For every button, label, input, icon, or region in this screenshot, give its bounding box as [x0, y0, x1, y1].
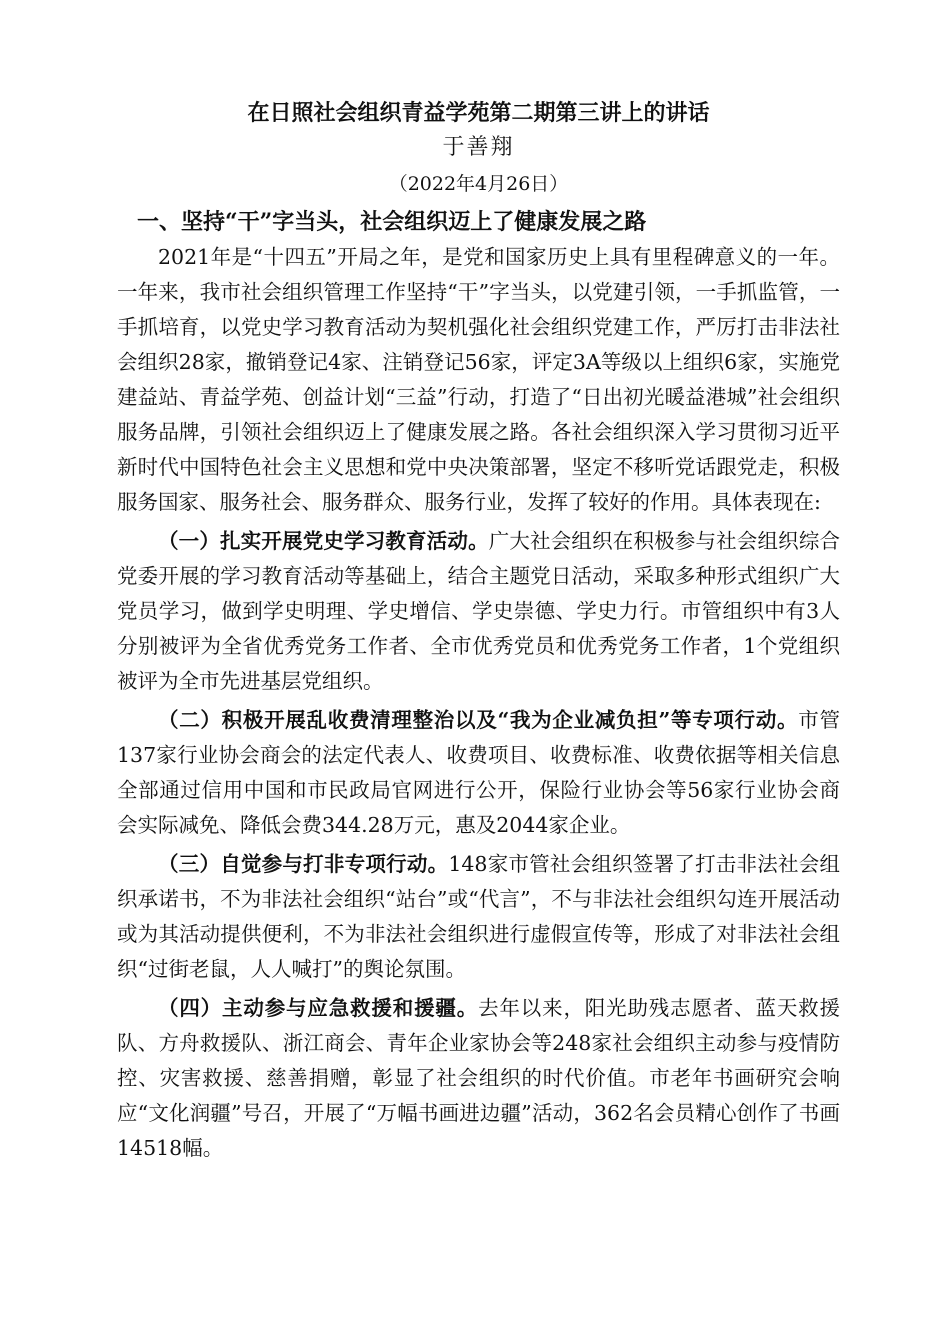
- item-lead: （一）扎实开展党史学习教育活动。: [158, 529, 489, 553]
- item-lead: （四）主动参与应急救援和援疆。: [158, 996, 479, 1020]
- item-body: 去年以来，阳光助残志愿者、蓝天救援队、方舟救援队、浙江商会、青年企业家协会等248家社会组织主动参与疫情防控、灾害救援、慈善捐赠，彰显了社会组织的时代价值。市老年书画研究会响应“文化润疆”号召，开展了“万幅书画进边疆”活动，362名会员精心创作了书画14518幅。: [117, 996, 841, 1160]
- document-title: 在日照社会组织青益学苑第二期第三讲上的讲话: [247, 100, 710, 126]
- item-body: 148家市管社会组织签署了打击非法社会组织承诺书，不为非法社会组织“站台”或“代言”，不与非法社会组织勾连开展活动或为其活动提供便利，不为非法社会组织进行虚假宣传等，形成了对非法社会组织“过街老鼠，人人喊打”的舆论氛围。: [117, 852, 840, 981]
- item-lead: （二）积极开展乱收费清理整治以及“我为企业减负担”等专项行动。: [158, 708, 799, 732]
- item-paragraph-2: [117, 703, 840, 843]
- item-paragraph-4: [117, 991, 840, 1166]
- item-lead: （三）自觉参与打非专项行动。: [158, 852, 449, 876]
- section-heading: 一、坚持“干”字当头，社会组织迈上了健康发展之路: [137, 209, 647, 235]
- item-body: 广大社会组织在积极参与社会组织综合党委开展的学习教育活动等基础上，结合主题党日活动，采取多种形式组织广大党员学习，做到学史明理、学史增信、学史崇德、学史力行。市管组织中有3人分别被评为全省优秀党务工作者、全市优秀党员和优秀党务工作者，1个党组织被评为全市先进基层党组织。: [117, 529, 840, 693]
- document-date: （2022年4月26日）: [388, 173, 569, 195]
- document-author: 于善翔: [442, 135, 515, 160]
- item-paragraph-1: [117, 524, 840, 699]
- intro-paragraph: 2021年是“十四五”开局之年，是党和国家历史上具有里程碑意义的一年。一年来，我市社会组织管理工作坚持“干”字当头，以党建引领，一手抓监管，一手抓培育，以党史学习教育活动为契机强化社会组织党建工作，严厉打击非法社会组织28家，撤销登记4家、注销登记56家，评定3A等级以上组织6家，实施党建益站、青益学苑、创益计划“三益”行动，打造了“日出初光暖益港城”社会组织服务品牌，引领社会组织迈上了健康发展之路。各社会组织深入学习贯彻习近平新时代中国特色社会主义思想和党中央决策部署，坚定不移听党话跟党走，积极服务国家、服务社会、服务群众、服务行业，发挥了较好的作用。具体表现在:: [117, 245, 840, 514]
- item-paragraph-3: [117, 847, 840, 987]
- item-body: 市管137家行业协会商会的法定代表人、收费项目、收费标准、收费依据等相关信息全部通过信用中国和市民政局官网进行公开，保险行业协会等56家行业协会商会实际减免、降低会费344.28万元，惠及2044家企业。: [117, 708, 840, 837]
